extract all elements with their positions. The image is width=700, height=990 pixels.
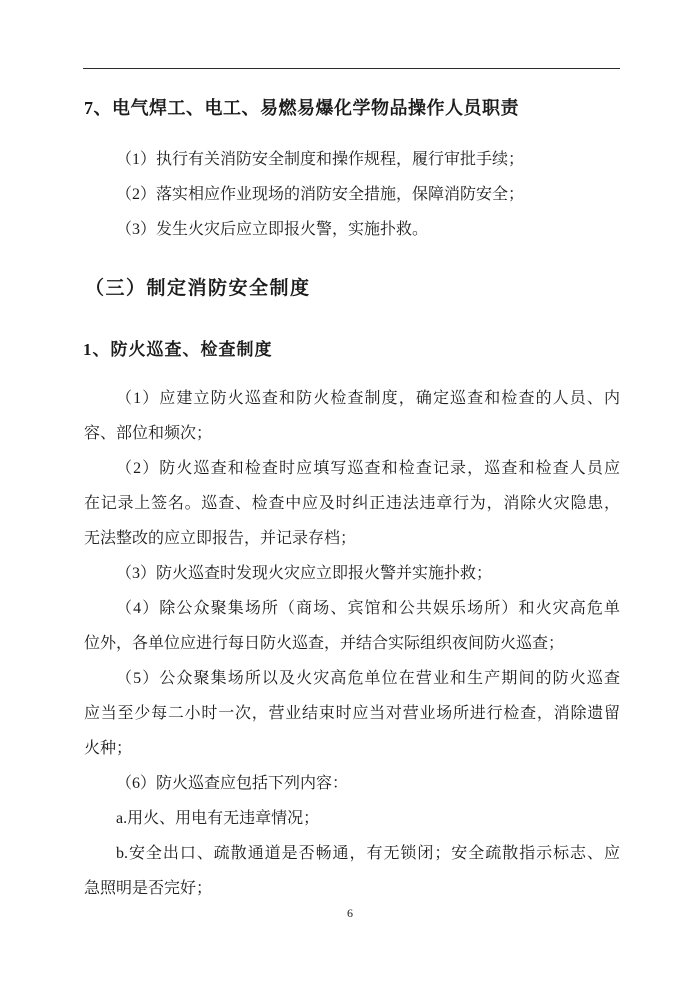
text-line: 无法整改的应立即报告，并记录存档； [84, 530, 357, 547]
text-line: 应当至少每二小时一次，营业结束时应当对营业场所进行检查，消除遗留 [84, 705, 620, 722]
text-line: 位外，各单位应进行每日防火巡查，并结合实际组织夜间防火巡查； [84, 635, 565, 652]
text-line: 火种； [84, 740, 133, 757]
text-line: （3）防火巡查时发现火灾应立即报火警并实施扑救； [116, 565, 493, 582]
text-line: 容、部位和频次； [84, 425, 213, 442]
text-line: （5）公众聚集场所以及火灾高危单位在营业和生产期间的防火巡查 [116, 670, 620, 687]
text-line: b.安全出口、疏散通道是否畅通，有无锁闭；安全疏散指示标志、应 [116, 845, 620, 862]
subsection-heading: 1、防火巡查、检查制度 [83, 340, 273, 359]
text-line: a.用火、用电有无违章情况； [116, 810, 320, 827]
text-line: 在记录上签名。巡查、检查中应及时纠正违法违章行为，消除火灾隐患， [84, 495, 620, 512]
text-line: （1）应建立防火巡查和防火检查制度，确定巡查和检查的人员、内 [116, 390, 620, 407]
body-text [84, 381, 620, 906]
heading-duties-7: 7、电气焊工、电工、易燃易爆化学物品操作人员职责 [84, 98, 519, 118]
paragraph [84, 381, 620, 451]
paragraph [84, 556, 620, 591]
text-line: （6）防火巡查应包括下列内容： [116, 775, 349, 792]
duty-item: （2）落实相应作业现场的消防安全措施，保障消防安全； [116, 186, 525, 203]
section-heading: （三）制定消防安全制度 [85, 278, 311, 299]
paragraph [84, 801, 620, 836]
header-rule [83, 68, 620, 69]
paragraph [84, 836, 620, 906]
duty-item: （1）执行有关消防安全制度和操作规程，履行审批手续； [116, 151, 525, 168]
text-line: 急照明是否完好； [84, 880, 213, 897]
paragraph [84, 451, 620, 556]
paragraph [84, 591, 620, 661]
duty-item: （3）发生火灾后应立即报火警，实施扑救。 [116, 221, 429, 238]
text-line: （2）防火巡查和检查时应填写巡查和检查记录，巡查和检查人员应 [116, 460, 620, 477]
duty-item-list [84, 142, 620, 247]
paragraph [84, 766, 620, 801]
paragraph [84, 661, 620, 766]
page-number: 6 [347, 906, 353, 920]
text-line: （4）除公众聚集场所（商场、宾馆和公共娱乐场所）和火灾高危单 [116, 600, 620, 617]
